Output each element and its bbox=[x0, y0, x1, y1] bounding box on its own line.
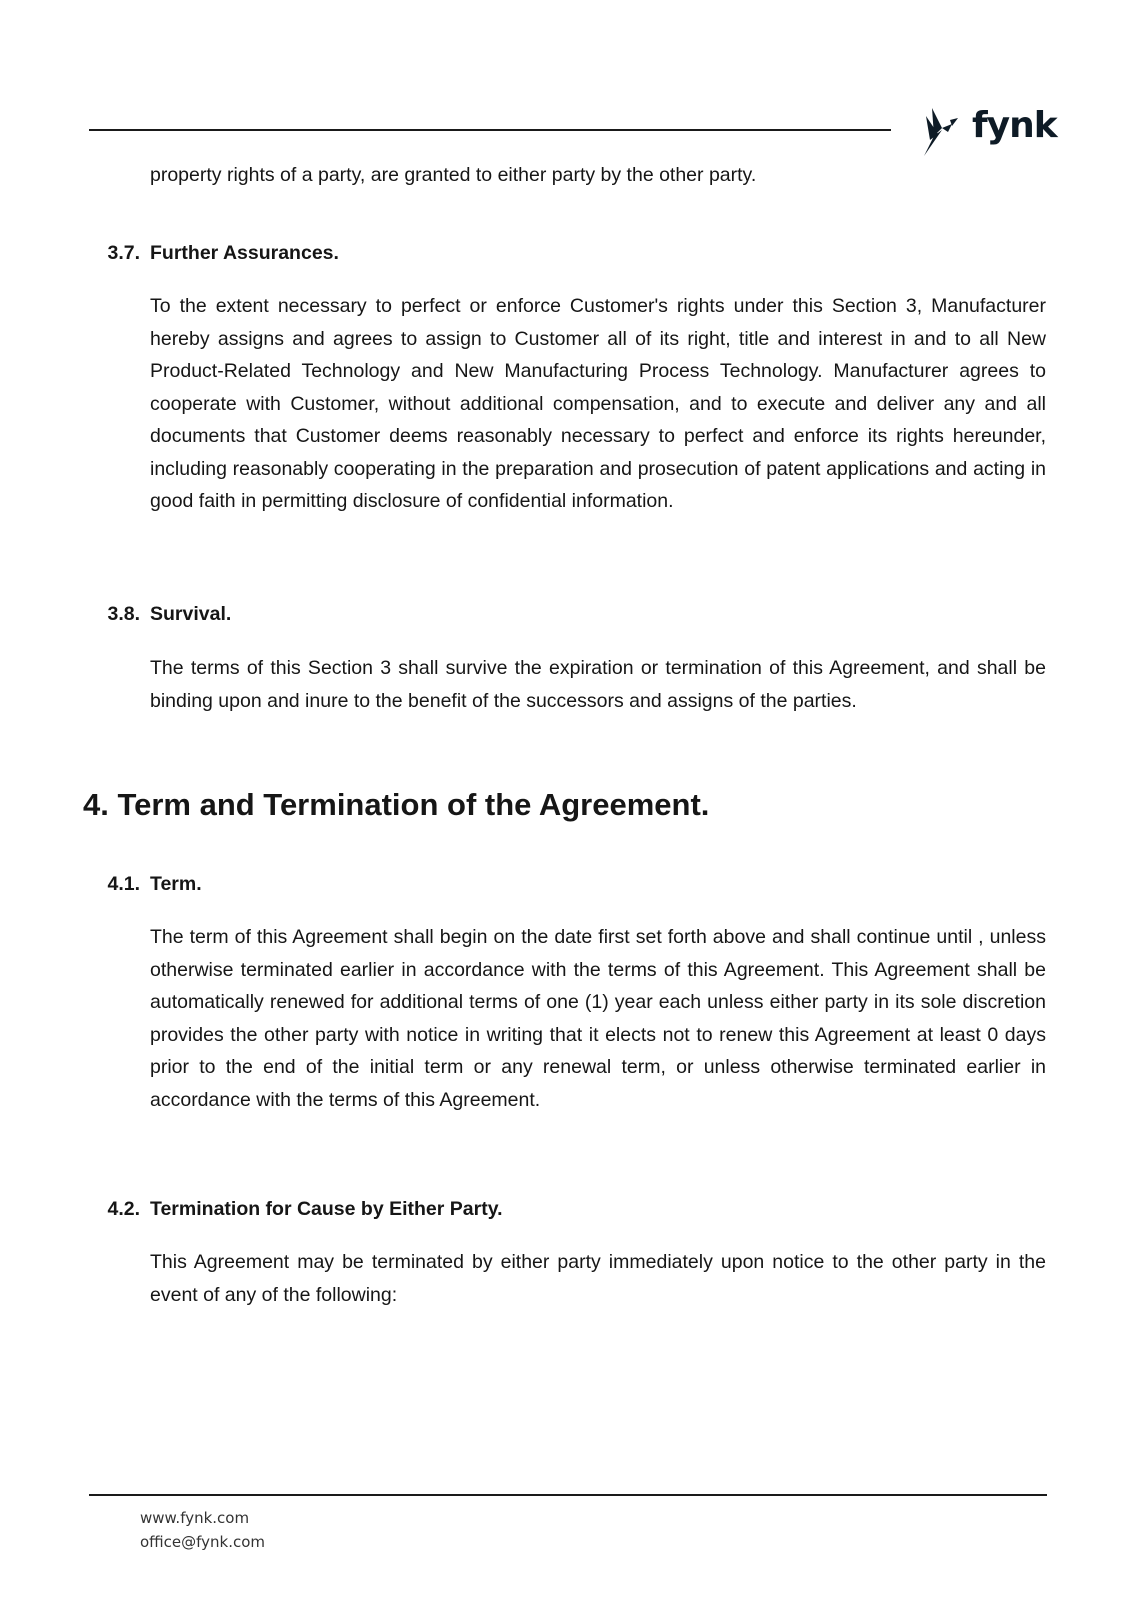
section-3-7-body: To the extent necessary to perfect or enforce Customer's rights under this Section 3, Manufacturer hereby assigns and agrees to assign to Customer all of its right, title and interest in and to all New Product-Related Technology and New Manufacturing Process Technology. Manufacturer agrees to cooperate with Customer, without additional compensation, and to execute and deliver any and all documents that Customer deems reasonably necessary to perfect and enforce its rights hereunder, including reasonably cooperating in the preparation and prosecution of patent applications and acting in good faith in permitting disclosure of confidential information. bbox=[150, 295, 1046, 512]
intro-text: property rights of a party, are granted to either party by the other party. bbox=[150, 164, 757, 186]
section-3-7-title: Further Assurances. bbox=[150, 242, 339, 264]
bird-logo-icon bbox=[920, 106, 970, 158]
fynk-logo bbox=[920, 104, 1057, 160]
section-3-8-title: Survival. bbox=[150, 603, 232, 625]
section-4-heading: 4. Term and Termination of the Agreement. bbox=[83, 787, 710, 822]
section-4-2-body: This Agreement may be terminated by either party immediately upon notice to the other party in the event of any of the following: bbox=[150, 1251, 1046, 1306]
logo-wordmark: fynk bbox=[972, 105, 1057, 146]
section-3-8-number: 3.8. bbox=[107, 603, 140, 625]
header-rule bbox=[89, 129, 891, 131]
section-4-1-number: 4.1. bbox=[107, 873, 140, 895]
footer-email-link[interactable]: office@fynk.com bbox=[140, 1533, 266, 1551]
section-4-1-body: The term of this Agreement shall begin on the date first set forth above and shall continue until , unless otherwise terminated earlier in accordance with the terms of this Agreement. This Agreement shall be automatically renewed for additional terms of one (1) year each unless either party in its sole discretion provides the other party with notice in writing that it elects not to renew this Agreement at least 0 days prior to the end of the initial term or any renewal term, or unless otherwise terminated earlier in accordance with the terms of this Agreement. bbox=[150, 926, 1046, 1111]
section-3-7-number: 3.7. bbox=[107, 242, 140, 264]
section-4-1-title: Term. bbox=[150, 873, 202, 895]
footer-website-link[interactable]: www.fynk.com bbox=[140, 1509, 250, 1527]
section-4-2-number: 4.2. bbox=[107, 1198, 140, 1220]
section-3-8-body: The terms of this Section 3 shall survive the expiration or termination of this Agreement, and shall be binding upon and inure to the benefit of the successors and assigns of the parties. bbox=[150, 657, 1046, 712]
section-4-2-title: Termination for Cause by Either Party. bbox=[150, 1198, 503, 1220]
footer-rule bbox=[89, 1494, 1047, 1496]
